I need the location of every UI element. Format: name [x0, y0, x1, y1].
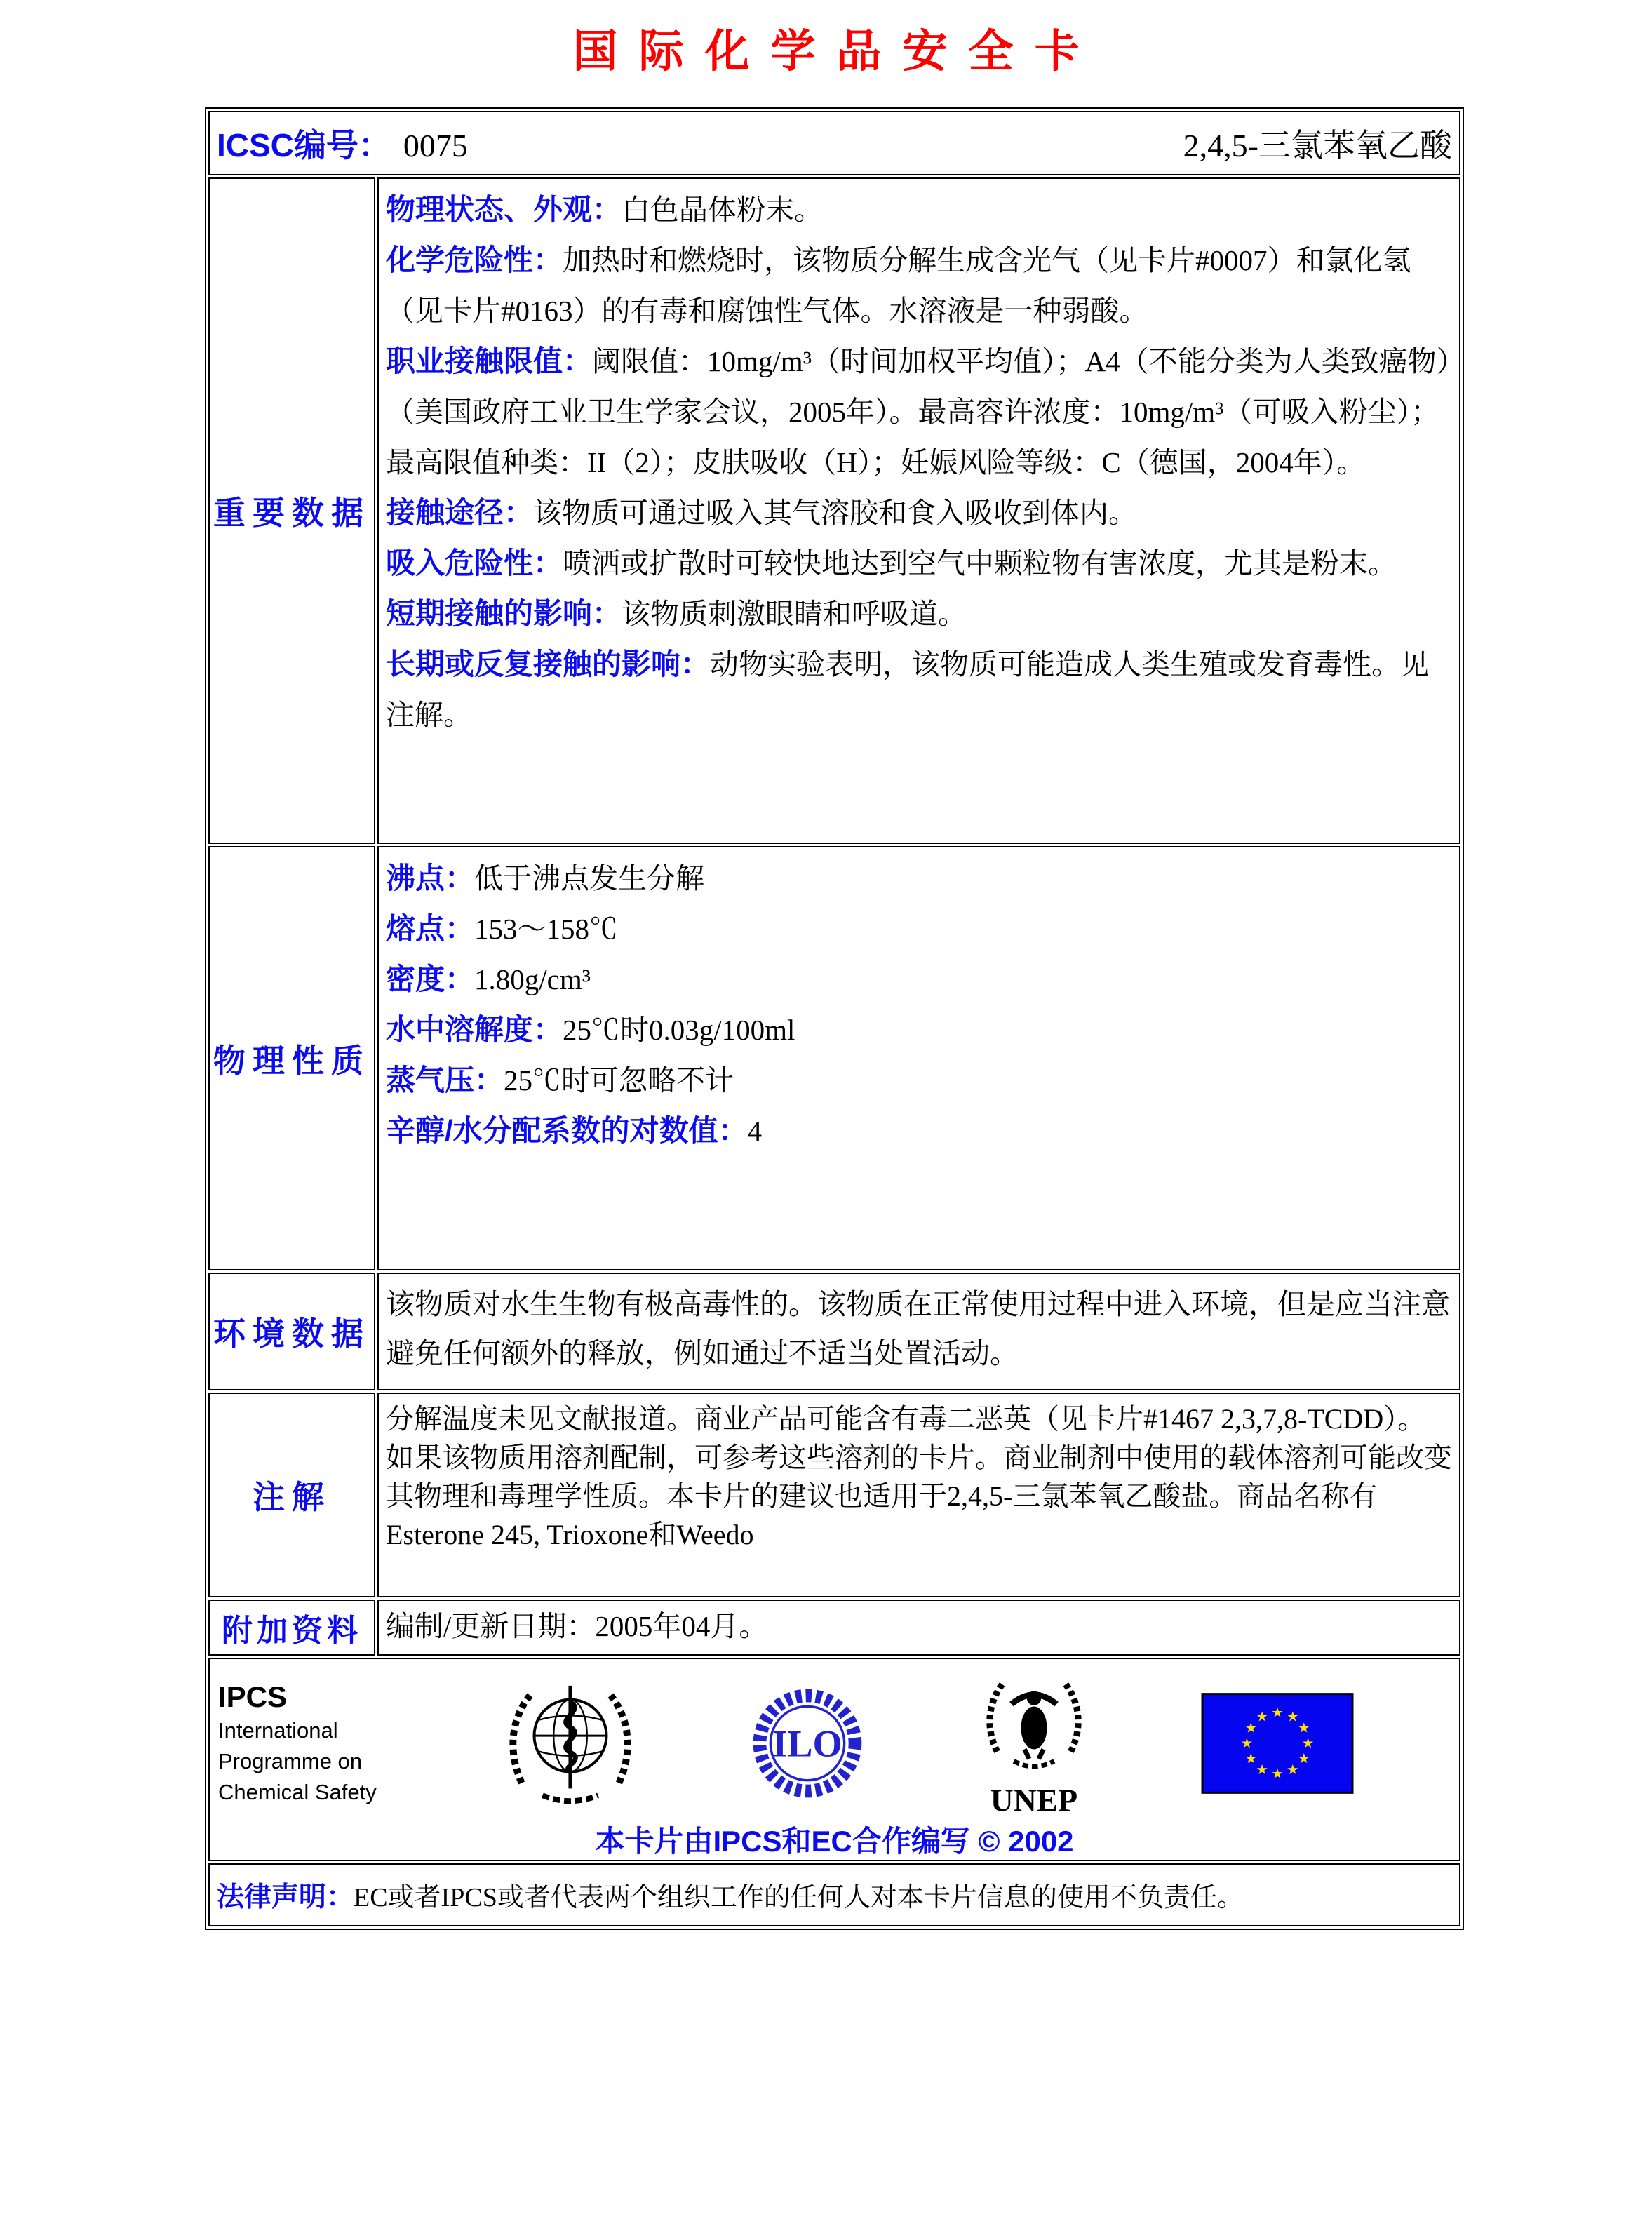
field-label: 物理状态、外观： — [386, 193, 622, 226]
row-additional-info — [208, 1600, 1460, 1656]
row-notes — [208, 1393, 1460, 1597]
ilo-logo — [748, 1676, 867, 1811]
chemical-name: 2,4,5-三氯苯氧乙酸 — [1183, 128, 1452, 163]
logos-cell — [208, 1658, 1460, 1861]
field-label: 吸入危险性： — [386, 546, 563, 579]
icsc-card-table — [205, 107, 1464, 1930]
field-row — [386, 1106, 1452, 1156]
ipcs-full-line: International — [218, 1718, 338, 1743]
legal-text: EC或者IPCS或者代表两个组织工作的任何人对本卡片信息的使用不负责任。 — [354, 1883, 1244, 1912]
card-header-row — [208, 111, 1460, 175]
field-row — [386, 336, 1452, 488]
field-value: 25℃时0.03g/100ml — [563, 1014, 795, 1046]
field-label: 辛醇/水分配系数的对数值： — [386, 1114, 748, 1147]
field-row — [386, 639, 1452, 740]
field-value: 该物质可通过吸入其气溶胶和食入吸收到体内。 — [533, 497, 1138, 529]
field-value: 加热时和燃烧时，该物质分解生成含光气（见卡片#0007）和氯化氢（见卡片#0163）的有毒和腐蚀性气体。水溶液是一种弱酸。 — [386, 244, 1411, 327]
legal-statement — [210, 1875, 1459, 1915]
unep-logo-text: UNEP — [990, 1782, 1077, 1818]
field-label: 密度： — [386, 963, 475, 995]
field-row — [386, 488, 1452, 538]
field-row — [386, 954, 1452, 1005]
section-content-physical-properties — [377, 846, 1460, 1270]
field-value: 白色晶体粉末。 — [622, 194, 824, 226]
unep-logo — [974, 1666, 1094, 1820]
who-logo — [501, 1673, 640, 1813]
field-label: 接触途径： — [386, 496, 534, 529]
ipcs-full-line: Chemical Safety — [218, 1780, 377, 1804]
field-value: 1.80g/cm³ — [474, 963, 591, 995]
eu-flag — [1201, 1692, 1354, 1795]
ipcs-acronym: IPCS — [218, 1680, 288, 1713]
field-value: 该物质刺激眼睛和呼吸道。 — [622, 598, 967, 630]
field-value: 喷洒或扩散时可较快地达到空气中颗粒物有害浓度，尤其是粉末。 — [563, 547, 1397, 579]
environmental-data-text: 该物质对水生生物有极高毒性的。该物质在正常使用过程中进入环境，但是应当注意避免任何额外的释放，例如通过不适当处置活动。 — [386, 1288, 1450, 1369]
field-row — [386, 1005, 1452, 1055]
icsc-number-group — [217, 120, 468, 166]
ipcs-full-line: Programme on — [218, 1749, 363, 1773]
footer-caption: 本卡片由IPCS和EC合作编写 © 2002 — [595, 1825, 1074, 1858]
row-legal — [208, 1863, 1460, 1926]
field-label: 水中溶解度： — [386, 1013, 563, 1046]
ipcs-logo-text — [218, 1679, 394, 1808]
field-value: 25℃时可忽略不计 — [504, 1064, 734, 1097]
field-row — [386, 904, 1452, 954]
legal-label: 法律声明： — [217, 1882, 354, 1912]
row-environmental-data — [208, 1273, 1460, 1390]
card-header-cell — [208, 111, 1460, 175]
field-row — [386, 589, 1452, 639]
field-value: 动物实验表明，该物质可能造成人类生殖或发育毒性。见注解。 — [386, 648, 1430, 731]
row-logos — [208, 1658, 1460, 1861]
section-label-important-data: 重要数据 — [208, 177, 375, 844]
field-row — [386, 185, 1452, 235]
ilo-logo-text: ILO — [772, 1722, 842, 1765]
field-row — [386, 235, 1452, 336]
field-row — [386, 538, 1452, 589]
field-value: 4 — [747, 1115, 763, 1147]
field-label: 长期或反复接触的影响： — [386, 648, 711, 680]
section-content-environmental-data — [377, 1273, 1460, 1390]
field-label: 化学危险性： — [386, 243, 563, 276]
field-value: 低于沸点发生分解 — [474, 862, 705, 894]
row-important-data — [208, 177, 1460, 844]
section-label-environmental-data: 环境数据 — [208, 1273, 375, 1390]
field-value: 153～158℃ — [474, 913, 619, 945]
section-label-physical-properties: 物理性质 — [208, 846, 375, 1270]
row-physical-properties — [208, 846, 1460, 1270]
field-label: 职业接触限值： — [386, 344, 593, 377]
section-content-notes — [377, 1393, 1460, 1597]
field-label: 蒸气压： — [386, 1064, 504, 1097]
page-title: 国际化学品安全卡 — [572, 25, 1101, 78]
section-content-important-data — [377, 177, 1460, 844]
legal-cell — [208, 1863, 1460, 1926]
section-label-notes: 注解 — [208, 1393, 375, 1597]
section-content-additional-info — [377, 1600, 1460, 1656]
icsc-number-value: 0075 — [403, 128, 468, 163]
notes-text: 分解温度未见文献报道。商业产品可能含有毒二恶英（见卡片#1467 2,3,7,8-TCDD）。如果该物质用溶剂配制，可参考这些溶剂的卡片。商业制剂中使用的载体溶剂可能改变其物理和毒理学性质。本卡片的建议也适用于2,4,5-三氯苯氧乙酸盐。商品名称有Esterone 245, Trioxone和Weedo — [386, 1403, 1452, 1550]
field-label: 熔点： — [386, 912, 475, 945]
field-row — [386, 1055, 1452, 1106]
field-label: 沸点： — [386, 861, 475, 894]
icsc-number-label: ICSC编号： — [217, 127, 391, 163]
additional-info-text: 编制/更新日期：2005年04月。 — [386, 1610, 768, 1642]
logo-row — [210, 1659, 1459, 1820]
field-value: 阈限值：10mg/m³（时间加权平均值）；A4（不能分类为人类致癌物）（美国政府工业卫生学家会议，2005年）。最高容许浓度：10mg/m³（可吸入粉尘）；最高限值种类：II（2）；皮肤吸收（H）；妊娠风险等级：C（德国，2004年）。 — [386, 345, 1451, 478]
field-row — [386, 853, 1452, 904]
field-label: 短期接触的影响： — [386, 597, 622, 630]
section-label-additional-info: 附加资料 — [208, 1600, 375, 1656]
